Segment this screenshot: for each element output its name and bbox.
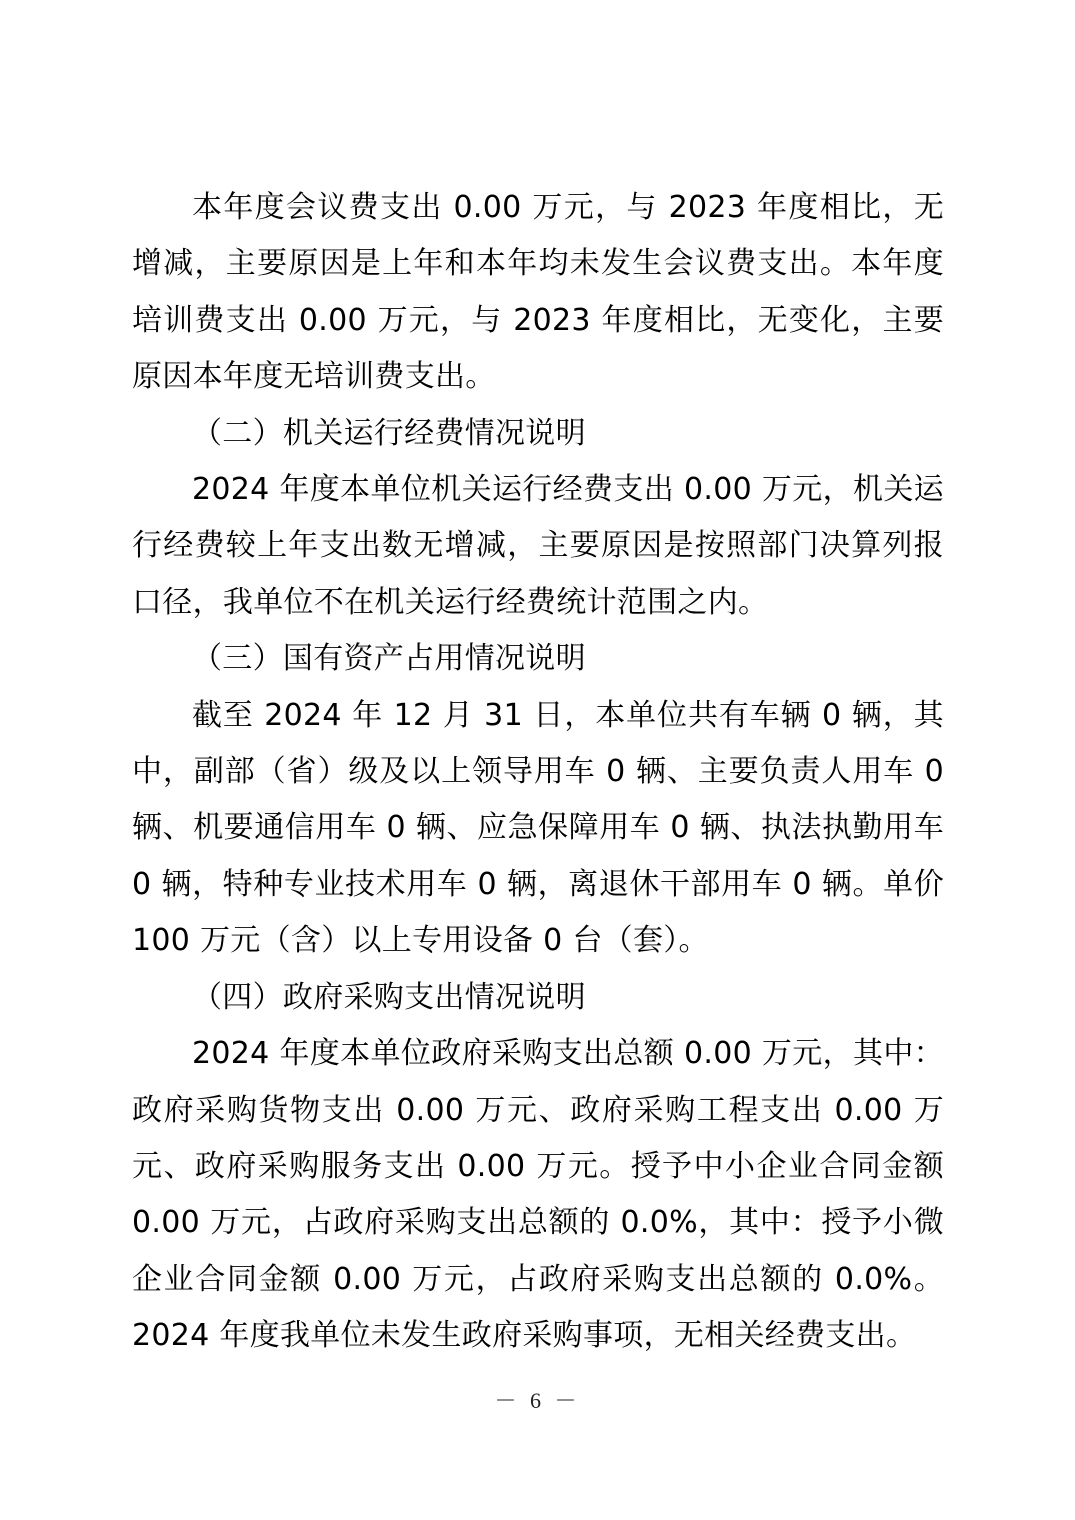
section-heading-state-assets: （三）国有资产占用情况说明: [192, 641, 586, 677]
paragraph-procurement: 2024 年度本单位政府采购支出总额 0.00 万元，其中：政府采购货物支出 0.00 万元、政府采购工程支出 0.00 万元、政府采购服务支出 0.00 万元。授予中小企业合同金额 0.00 万元，占政府采购支出总额的 0.0%，其中：授予小微企业合同金额 0.00 万元，占政府采购支出总额的 0.0%。2024 年度我单位未发生政府采购事项，无相关经费支出。: [132, 1036, 944, 1354]
document-body: [132, 180, 944, 1365]
paragraph-meeting-training-fees: 本年度会议费支出 0.00 万元，与 2023 年度相比，无增减，主要原因是上年和本年均未发生会议费支出。本年度培训费支出 0.00 万元，与 2023 年度相比，无变化，主要原因本年度无培训费支出。: [132, 190, 944, 395]
section-heading-procurement: （四）政府采购支出情况说明: [192, 979, 586, 1015]
section-heading-operating-expenses: （二）机关运行经费情况说明: [192, 415, 586, 451]
page-number: － 6 －: [494, 1388, 581, 1413]
paragraph-operating-expenses: 2024 年度本单位机关运行经费支出 0.00 万元，机关运行经费较上年支出数无增减，主要原因是按照部门决算列报口径，我单位不在机关运行经费统计范围之内。: [132, 472, 944, 620]
paragraph-state-assets: 截至 2024 年 12 月 31 日，本单位共有车辆 0 辆，其中，副部（省）级及以上领导用车 0 辆、主要负责人用车 0 辆、机要通信用车 0 辆、应急保障用车 0 辆、执法执勤用车 0 辆，特种专业技术用车 0 辆，离退休干部用车 0 辆。单价 100 万元（含）以上专用设备 0 台（套）。: [132, 697, 944, 959]
